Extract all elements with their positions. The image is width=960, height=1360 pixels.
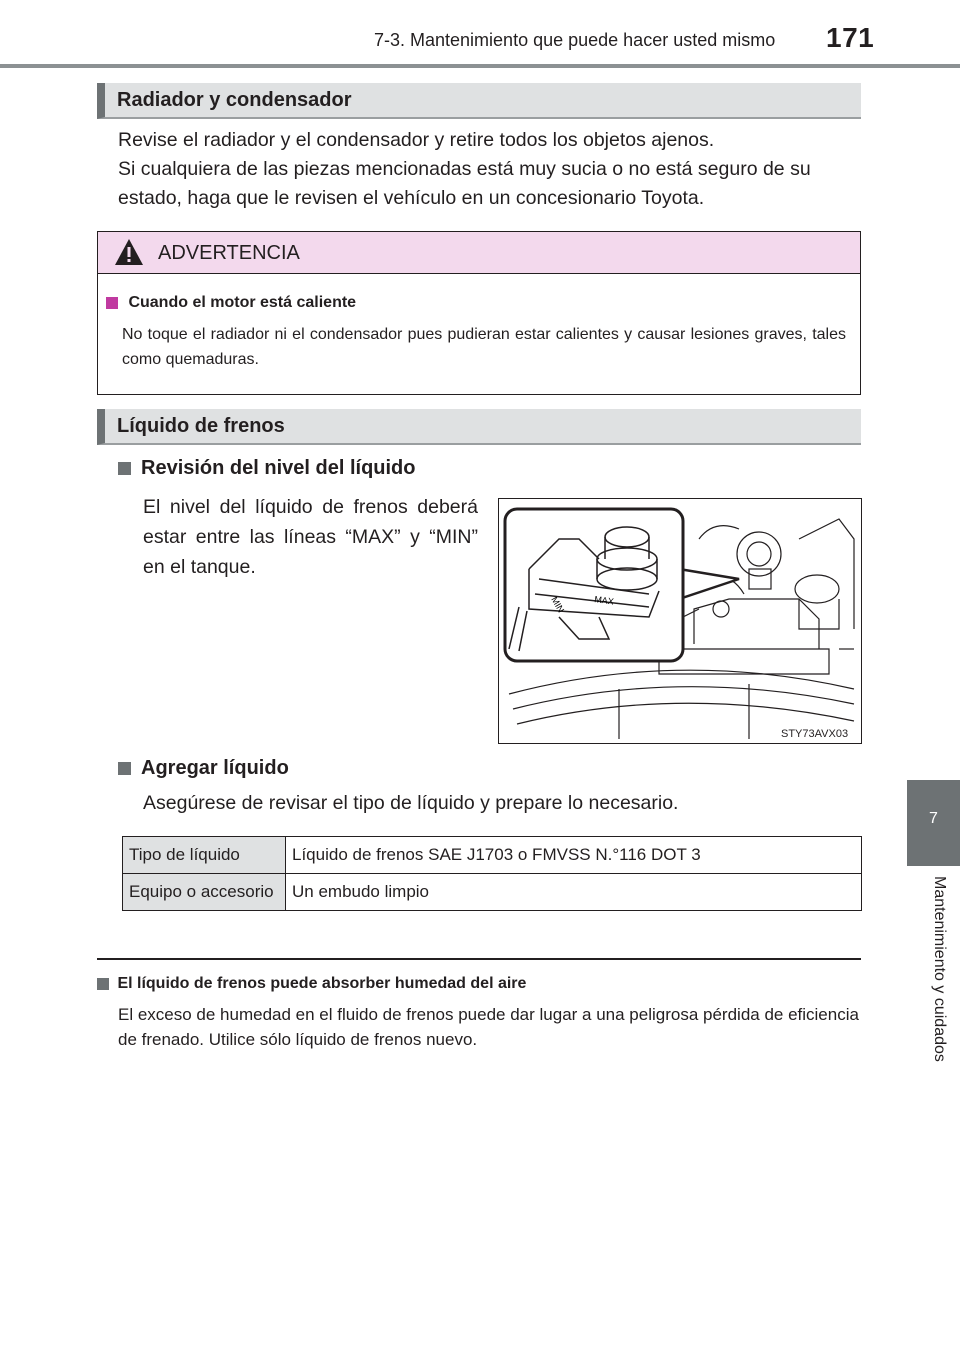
chapter-label: Mantenimiento y cuidados	[931, 876, 948, 1062]
warning-header	[98, 232, 860, 274]
section-title-bar	[97, 83, 861, 119]
warning-subtitle: Cuando el motor está caliente	[128, 294, 357, 311]
warning-text: No toque el radiador ni el condensador pues pudieran estar calientes y causar lesiones graves, tales como quemaduras.	[122, 326, 846, 368]
table-value: Un embudo limpio	[286, 874, 862, 911]
paragraph: Revise el radiador y el condensador y retire todos los objetos ajenos.	[118, 129, 715, 151]
check-text: El nivel del líquido de frenos deberá estar entre las líneas “MAX” y “MIN” en el tanque.	[143, 496, 478, 578]
page-number: 171	[826, 22, 875, 53]
note-heading: El líquido de frenos puede absorber humedad del aire	[117, 975, 527, 992]
chapter-tab[interactable]	[907, 780, 960, 866]
section-title: Líquido de frenos	[117, 415, 285, 437]
note-heading-row	[97, 975, 526, 993]
warning-triangle-icon	[114, 238, 144, 266]
table-key: Equipo o accesorio	[123, 874, 286, 911]
subheading-add	[118, 757, 289, 780]
subheading-text: Revisión del nivel del líquido	[141, 457, 416, 479]
note-divider	[97, 958, 861, 960]
fluid-spec-table	[122, 836, 862, 911]
header-rule	[0, 64, 960, 68]
warning-title: ADVERTENCIA	[158, 242, 300, 264]
bullet-square-icon	[97, 978, 109, 990]
add-text: Asegúrese de revisar el tipo de líquido y prepare lo necesario.	[143, 792, 679, 814]
subheading-check	[118, 457, 416, 480]
subheading-text: Agregar líquido	[141, 757, 289, 779]
section-title: Radiador y condensador	[117, 89, 352, 111]
warning-box	[97, 231, 861, 395]
figure-code: STY73AVX03	[781, 728, 849, 740]
bullet-square-icon	[106, 297, 118, 309]
min-label: MIN	[549, 595, 567, 615]
table-value: Líquido de frenos SAE J1703 o FMVSS N.°116 DOT 3	[286, 837, 862, 874]
table-row	[123, 874, 862, 911]
paragraph: Si cualquiera de las piezas mencionadas está muy sucia o no está seguro de su estado, haga que le revisen el vehículo en un concesionario Toyota.	[118, 158, 811, 209]
warning-subtitle-row	[106, 294, 356, 312]
section-header: 7-3. Mantenimiento que puede hacer usted mismo	[374, 30, 776, 50]
chapter-number: 7	[929, 810, 938, 827]
bullet-square-icon	[118, 462, 131, 475]
brake-fluid-reservoir-figure	[498, 498, 862, 744]
bullet-square-icon	[118, 762, 131, 775]
engine-bay-illustration	[499, 499, 862, 744]
table-row	[123, 837, 862, 874]
section-title-bar	[97, 409, 861, 445]
table-key: Tipo de líquido	[123, 837, 286, 874]
max-label: MAX	[593, 594, 615, 607]
note-text: El exceso de humedad en el fluido de frenos puede dar lugar a una peligrosa pérdida de eficiencia de frenado. Utilice sólo líquido de frenos nuevo.	[118, 1005, 859, 1049]
